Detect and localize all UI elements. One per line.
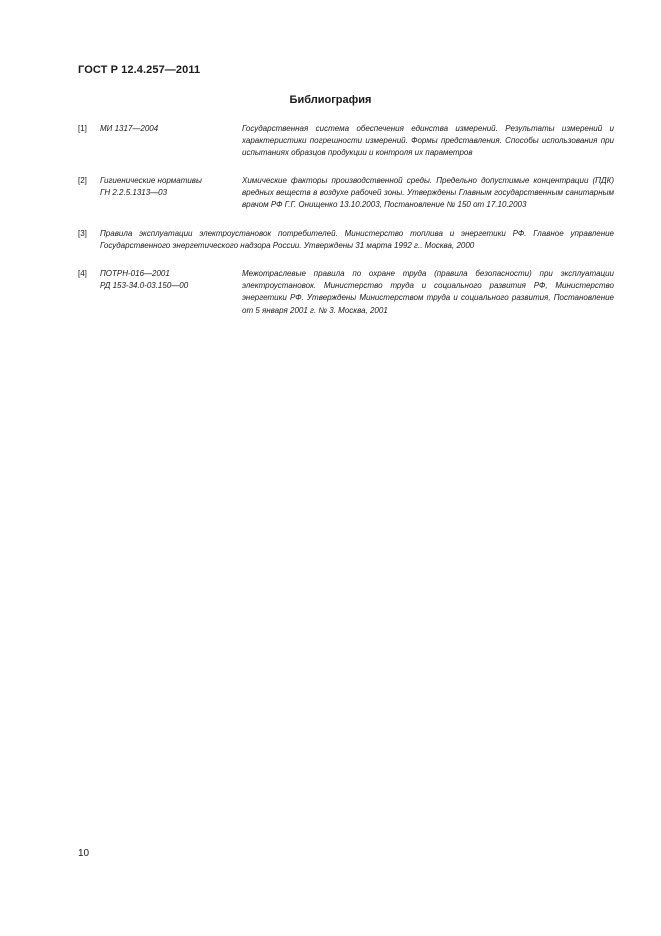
entry-number: [2]	[78, 176, 87, 185]
entry-code-line: ПОТРН-016—2001	[100, 269, 170, 278]
entry-description: Государственная система обеспечения единства измерений. Результаты измерений и характеристики погрешности измерений. Формы представления. Способы использования при испытаниях образцов продукции и контроля их параметров	[242, 124, 614, 158]
entry-number: [4]	[78, 269, 87, 278]
entry-number: [3]	[78, 229, 87, 238]
entry-description: Правила эксплуатации электроустановок потребителей. Министерство топлива и энергетики РФ. Главное управление Государственного энергетического надзора России. Утверждены 31 марта 1992 г.. Москва, 2000	[100, 229, 614, 251]
entry-code-line: ГН 2.2.5.1313—03	[100, 188, 168, 198]
section-title: Библиография	[289, 94, 372, 106]
entry-code	[100, 268, 240, 292]
entry-code-line: МИ 1317—2004	[100, 124, 159, 133]
entry-number: [1]	[78, 124, 87, 133]
entry-code	[100, 175, 240, 199]
page-number: 10	[78, 848, 90, 859]
entry-code-line: Гигиенические нормативы	[100, 176, 202, 185]
entry-code-line: РД 153-34.0-03.150—00	[100, 281, 189, 291]
entry-description: Межотраслевые правила по охране труда (правила безопасности) при эксплуатации электроустановок. Министерство труда и социального развития РФ, Министерство энергетики РФ. Утверждены Министерством труда и социального развития, Постановление от 5 января 2001 г. № 3. Москва, 2001	[242, 269, 614, 315]
entry-description: Химические факторы производственной среды. Предельно допустимые концентрации (ПДК) вредных веществ в воздухе рабочей зоны. Утверждены Главным государственным санитарным врачом РФ Г.Г. Онищенко 13.10.2003, Постановление № 150 от 17.10.2003	[242, 176, 614, 210]
document-header: ГОСТ Р 12.4.257—2011	[78, 64, 201, 76]
entry-code	[100, 123, 240, 135]
